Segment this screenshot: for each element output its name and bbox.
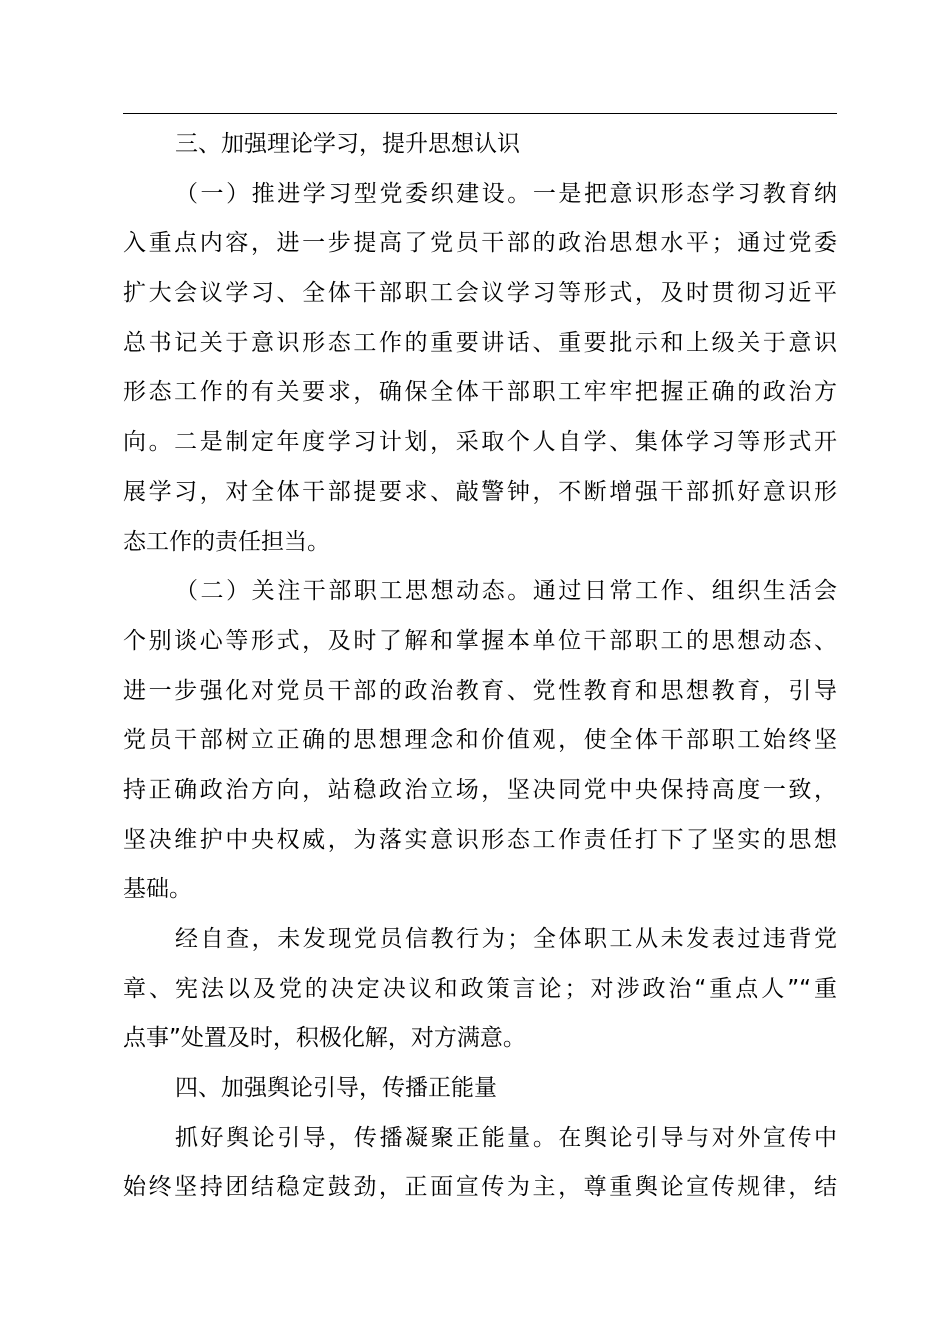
- paragraph-line: 向。二是制定年度学习计划，采取个人自学、集体学习等形式开: [123, 429, 837, 456]
- paragraph-line: 总书记关于意识形态工作的重要讲话、重要批示和上级关于意识: [123, 329, 837, 356]
- paragraph-line: 坚决维护中央权威，为落实意识形态工作责任打下了坚实的思想: [123, 826, 837, 853]
- paragraph-line: 态工作的责任担当。: [123, 528, 330, 555]
- paragraph-line: 扩大会议学习、全体干部职工会议学习等形式，及时贯彻习近平: [123, 280, 837, 307]
- paragraph-line: 党员干部树立正确的思想理念和价值观，使全体干部职工始终坚: [123, 727, 837, 754]
- header-rule: [123, 113, 837, 114]
- paragraph-line: 始终坚持团结稳定鼓劲，正面宣传为主，尊重舆论宣传规律，结: [123, 1174, 837, 1201]
- paragraph-line: 入重点内容，进一步提高了党员干部的政治思想水平；通过党委: [123, 230, 837, 257]
- paragraph-line: 形态工作的有关要求，确保全体干部职工牢牢把握正确的政治方: [123, 379, 837, 406]
- paragraph-line: （二）关注干部职工思想动态。通过日常工作、组织生活会: [175, 578, 837, 605]
- paragraph-line: （一）推进学习型党委织建设。一是把意识形态学习教育纳: [175, 180, 837, 207]
- section-heading-4: 四、加强舆论引导，传播正能量: [175, 1075, 497, 1102]
- paragraph-line: 经自查，未发现党员信教行为；全体职工从未发表过违背党: [175, 926, 837, 952]
- paragraph-line: 进一步强化对党员干部的政治教育、党性教育和思想教育，引导: [123, 677, 837, 704]
- paragraph-line: 个别谈心等形式，及时了解和掌握本单位干部职工的思想动态、: [123, 627, 837, 654]
- paragraph-line: 展学习，对全体干部提要求、敲警钟，不断增强干部抓好意识形: [123, 478, 837, 505]
- paragraph-line: 抓好舆论引导，传播凝聚正能量。在舆论引导与对外宣传中: [175, 1124, 837, 1151]
- document-body: [123, 120, 837, 1213]
- paragraph-line: 点事”处置及时，积极化解，对方满意。: [123, 1025, 526, 1052]
- paragraph-line: 持正确政治方向，站稳政治立场，坚决同党中央保持高度一致，: [123, 776, 837, 803]
- paragraph-line: 基础。: [123, 876, 192, 903]
- section-heading-3: 三、加强理论学习，提升思想认识: [175, 131, 520, 157]
- paragraph-line: 章、宪法以及党的决定决议和政策言论；对涉政治“重点人”“重: [123, 975, 837, 1002]
